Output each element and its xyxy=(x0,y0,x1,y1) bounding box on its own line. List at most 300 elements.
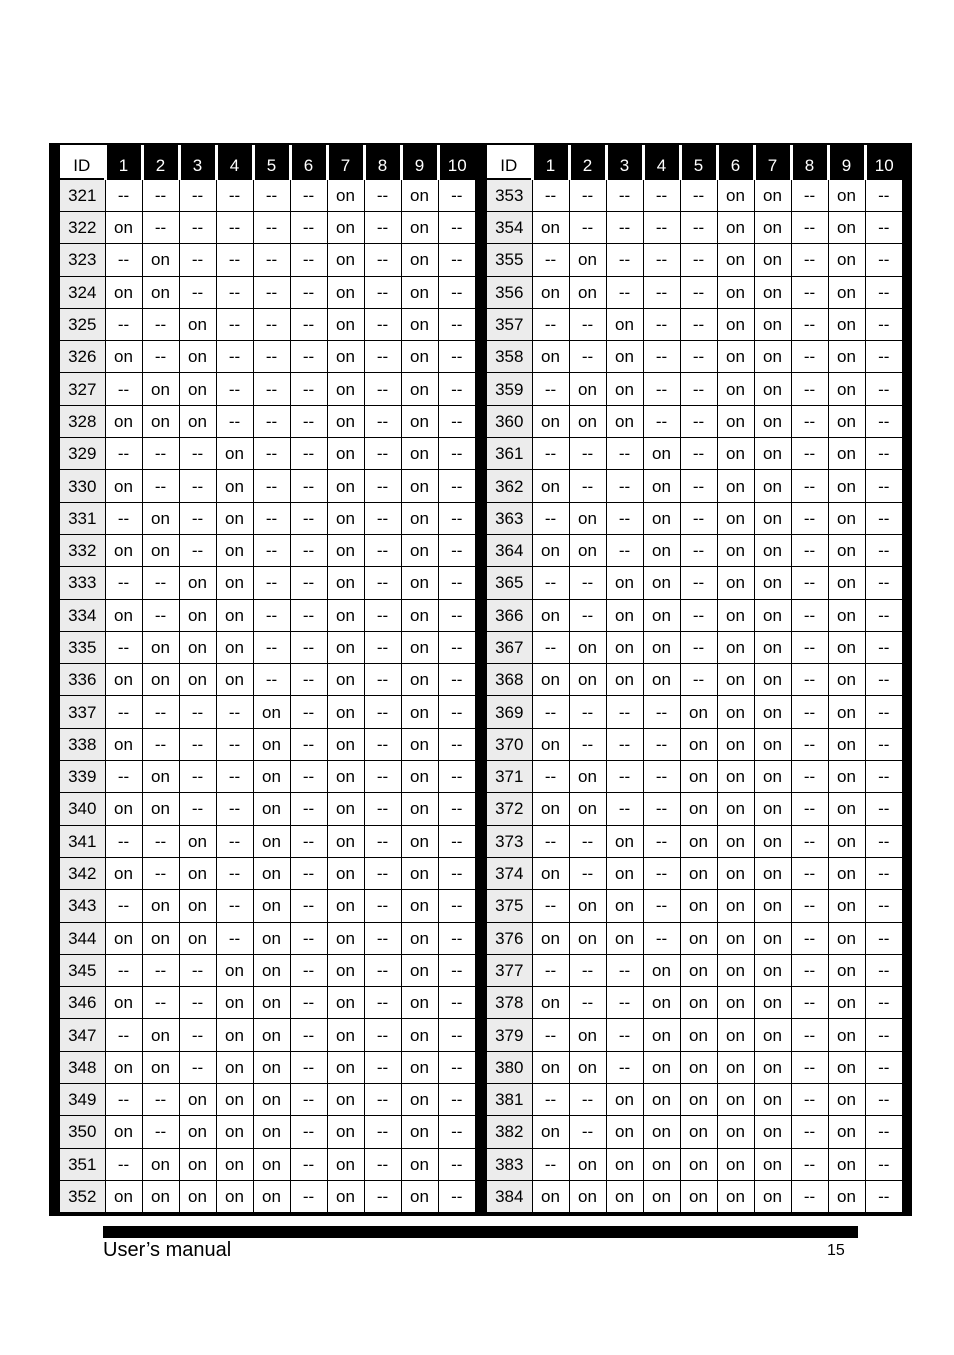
switch-state-cell: -- xyxy=(253,373,290,405)
switch-state-cell: -- xyxy=(865,1116,902,1148)
switch-state-cell: on xyxy=(327,308,364,340)
switch-state-cell: -- xyxy=(438,728,475,760)
switch-state-cell: -- xyxy=(179,793,216,825)
switch-state-cell: on xyxy=(253,857,290,889)
switch-state-cell: on xyxy=(216,534,253,566)
switch-state-cell: -- xyxy=(253,276,290,308)
header-row xyxy=(487,145,902,179)
switch-state-cell: on xyxy=(216,631,253,663)
id-cell: 364 xyxy=(487,534,532,566)
switch-state-cell: -- xyxy=(643,244,680,276)
switch-state-cell: -- xyxy=(606,470,643,502)
switch-state-cell: on xyxy=(717,405,754,437)
switch-state-cell: -- xyxy=(791,922,828,954)
switch-state-cell: -- xyxy=(142,1084,179,1116)
switch-state-cell: on xyxy=(253,793,290,825)
switch-state-cell: -- xyxy=(865,857,902,889)
switch-state-cell: -- xyxy=(216,761,253,793)
table-row xyxy=(487,761,902,793)
switch-state-cell: on xyxy=(606,341,643,373)
switch-state-cell: on xyxy=(253,696,290,728)
switch-state-cell: on xyxy=(532,987,569,1019)
switch-state-cell: -- xyxy=(290,244,327,276)
switch-state-cell: on xyxy=(643,631,680,663)
switch-state-cell: on xyxy=(606,631,643,663)
switch-state-cell: on xyxy=(216,438,253,470)
switch-state-cell: on xyxy=(327,179,364,212)
switch-state-cell: on xyxy=(569,890,606,922)
switch-state-cell: on xyxy=(569,502,606,534)
switch-state-cell: -- xyxy=(865,1051,902,1083)
switch-state-cell: -- xyxy=(179,761,216,793)
switch-state-cell: -- xyxy=(105,567,142,599)
switch-state-cell: -- xyxy=(364,567,401,599)
switch-state-cell: -- xyxy=(865,470,902,502)
switch-state-cell: on xyxy=(754,987,791,1019)
switch-state-cell: on xyxy=(680,696,717,728)
switch-state-cell: -- xyxy=(532,1148,569,1180)
switch-state-cell: on xyxy=(680,1148,717,1180)
table-row xyxy=(60,922,475,954)
switch-state-cell: on xyxy=(754,405,791,437)
switch-state-cell: on xyxy=(680,954,717,986)
switch-state-cell: -- xyxy=(569,987,606,1019)
switch-state-cell: -- xyxy=(791,308,828,340)
switch-state-cell: -- xyxy=(438,857,475,889)
switch-state-cell: -- xyxy=(364,212,401,244)
switch-state-cell: on xyxy=(532,664,569,696)
id-cell: 336 xyxy=(60,664,105,696)
switch-state-cell: -- xyxy=(865,761,902,793)
table-row xyxy=(60,793,475,825)
switch-state-cell: -- xyxy=(105,696,142,728)
switch-state-cell: on xyxy=(253,761,290,793)
switch-state-cell: -- xyxy=(105,308,142,340)
switch-state-cell: on xyxy=(401,1019,438,1051)
switch-state-cell: -- xyxy=(438,373,475,405)
switch-state-cell: on xyxy=(401,179,438,212)
switch-state-cell: on xyxy=(754,534,791,566)
switch-state-cell: on xyxy=(643,470,680,502)
switch-state-cell: on xyxy=(401,761,438,793)
table-row xyxy=(60,438,475,470)
switch-state-cell: -- xyxy=(606,534,643,566)
switch-state-cell: on xyxy=(569,373,606,405)
switch-state-cell: -- xyxy=(438,502,475,534)
switch-state-cell: -- xyxy=(569,308,606,340)
switch-state-cell: -- xyxy=(680,373,717,405)
id-cell: 378 xyxy=(487,987,532,1019)
switch-state-cell: -- xyxy=(290,890,327,922)
id-cell: 345 xyxy=(60,954,105,986)
switch-state-cell: -- xyxy=(791,599,828,631)
switch-state-cell: -- xyxy=(105,1019,142,1051)
switch-state-cell: -- xyxy=(105,244,142,276)
footer-bar xyxy=(103,1226,858,1238)
switch-state-cell: -- xyxy=(438,567,475,599)
switch-state-cell: on xyxy=(717,1051,754,1083)
switch-state-cell: -- xyxy=(791,761,828,793)
switch-state-cell: -- xyxy=(865,825,902,857)
switch-state-cell: -- xyxy=(142,1116,179,1148)
id-cell: 322 xyxy=(60,212,105,244)
id-cell: 333 xyxy=(60,567,105,599)
switch-state-cell: on xyxy=(327,922,364,954)
switch-state-cell: on xyxy=(401,438,438,470)
table-row xyxy=(60,373,475,405)
switch-state-cell: on xyxy=(401,825,438,857)
switch-state-cell: -- xyxy=(680,438,717,470)
table-row xyxy=(487,922,902,954)
switch-state-cell: on xyxy=(828,502,865,534)
switch-state-cell: on xyxy=(105,599,142,631)
switch-state-cell: -- xyxy=(105,373,142,405)
switch-state-cell: on xyxy=(828,438,865,470)
switch-state-cell: -- xyxy=(253,631,290,663)
id-cell: 355 xyxy=(487,244,532,276)
switch-state-cell: on xyxy=(569,631,606,663)
switch-state-cell: on xyxy=(327,534,364,566)
table-row xyxy=(487,179,902,212)
table-row xyxy=(60,825,475,857)
switch-state-cell: -- xyxy=(791,244,828,276)
switch-state-cell: on xyxy=(532,1116,569,1148)
switch-column-header: 6 xyxy=(717,145,754,179)
switch-state-cell: on xyxy=(216,954,253,986)
id-cell: 383 xyxy=(487,1148,532,1180)
switch-state-cell: -- xyxy=(532,567,569,599)
id-cell: 368 xyxy=(487,664,532,696)
switch-state-cell: on xyxy=(401,502,438,534)
switch-state-cell: on xyxy=(105,341,142,373)
table-row xyxy=(487,793,902,825)
table-row xyxy=(487,890,902,922)
table-row xyxy=(60,534,475,566)
switch-state-cell: -- xyxy=(865,179,902,212)
switch-state-cell: -- xyxy=(569,470,606,502)
footer-title: User’s manual xyxy=(103,1239,232,1261)
switch-state-cell: on xyxy=(717,470,754,502)
switch-state-cell: -- xyxy=(253,341,290,373)
table-row xyxy=(60,179,475,212)
dip-switch-table-right xyxy=(487,145,902,1213)
switch-state-cell: on xyxy=(179,341,216,373)
switch-state-cell: -- xyxy=(142,438,179,470)
switch-state-cell: -- xyxy=(364,1084,401,1116)
switch-column-header: 9 xyxy=(828,145,865,179)
switch-column-header: 1 xyxy=(532,145,569,179)
switch-state-cell: -- xyxy=(606,1051,643,1083)
switch-state-cell: on xyxy=(532,341,569,373)
switch-column-header: 10 xyxy=(438,145,475,179)
switch-state-cell: -- xyxy=(364,954,401,986)
id-cell: 329 xyxy=(60,438,105,470)
switch-state-cell: on xyxy=(828,793,865,825)
id-cell: 344 xyxy=(60,922,105,954)
switch-state-cell: on xyxy=(179,1180,216,1212)
switch-state-cell: on xyxy=(680,987,717,1019)
switch-state-cell: on xyxy=(216,1180,253,1212)
switch-state-cell: on xyxy=(253,728,290,760)
switch-state-cell: -- xyxy=(680,276,717,308)
switch-state-cell: on xyxy=(142,405,179,437)
switch-state-cell: -- xyxy=(643,405,680,437)
switch-state-cell: -- xyxy=(680,405,717,437)
switch-state-cell: -- xyxy=(643,728,680,760)
switch-state-cell: -- xyxy=(865,405,902,437)
switch-state-cell: on xyxy=(828,599,865,631)
id-cell: 332 xyxy=(60,534,105,566)
switch-state-cell: on xyxy=(401,599,438,631)
switch-state-cell: -- xyxy=(791,987,828,1019)
switch-state-cell: -- xyxy=(606,954,643,986)
switch-column-header: 7 xyxy=(754,145,791,179)
switch-state-cell: on xyxy=(643,567,680,599)
id-column-header: ID xyxy=(60,145,105,179)
switch-state-cell: -- xyxy=(253,534,290,566)
table-row xyxy=(487,1180,902,1212)
switch-state-cell: on xyxy=(754,793,791,825)
switch-state-cell: -- xyxy=(438,438,475,470)
switch-state-cell: -- xyxy=(680,664,717,696)
switch-state-cell: on xyxy=(327,664,364,696)
switch-state-cell: -- xyxy=(606,793,643,825)
switch-state-cell: on xyxy=(216,1051,253,1083)
switch-state-cell: on xyxy=(327,244,364,276)
switch-state-cell: -- xyxy=(865,438,902,470)
switch-state-cell: on xyxy=(179,857,216,889)
table-row xyxy=(60,470,475,502)
switch-state-cell: -- xyxy=(643,212,680,244)
switch-state-cell: -- xyxy=(364,922,401,954)
switch-state-cell: on xyxy=(142,502,179,534)
switch-state-cell: -- xyxy=(216,179,253,212)
switch-state-cell: -- xyxy=(438,987,475,1019)
table-row xyxy=(60,244,475,276)
switch-state-cell: -- xyxy=(216,244,253,276)
switch-state-cell: on xyxy=(401,405,438,437)
switch-state-cell: -- xyxy=(364,405,401,437)
switch-state-cell: -- xyxy=(680,244,717,276)
switch-state-cell: -- xyxy=(179,534,216,566)
switch-state-cell: -- xyxy=(253,664,290,696)
id-cell: 373 xyxy=(487,825,532,857)
switch-state-cell: -- xyxy=(438,179,475,212)
switch-state-cell: -- xyxy=(532,1019,569,1051)
switch-state-cell: -- xyxy=(606,696,643,728)
switch-state-cell: -- xyxy=(791,373,828,405)
switch-state-cell: -- xyxy=(569,212,606,244)
switch-state-cell: -- xyxy=(364,179,401,212)
switch-state-cell: -- xyxy=(253,438,290,470)
table-row xyxy=(487,308,902,340)
switch-state-cell: -- xyxy=(179,954,216,986)
switch-state-cell: -- xyxy=(364,534,401,566)
switch-state-cell: on xyxy=(569,922,606,954)
switch-state-cell: -- xyxy=(290,987,327,1019)
switch-state-cell: -- xyxy=(865,1148,902,1180)
switch-state-cell: -- xyxy=(438,1084,475,1116)
switch-state-cell: on xyxy=(606,1116,643,1148)
switch-state-cell: -- xyxy=(643,179,680,212)
switch-state-cell: -- xyxy=(569,179,606,212)
switch-state-cell: on xyxy=(105,534,142,566)
switch-state-cell: -- xyxy=(179,276,216,308)
switch-state-cell: -- xyxy=(865,212,902,244)
switch-state-cell: -- xyxy=(216,922,253,954)
switch-state-cell: on xyxy=(327,696,364,728)
switch-state-cell: on xyxy=(717,890,754,922)
table-row xyxy=(487,954,902,986)
switch-state-cell: -- xyxy=(364,631,401,663)
switch-state-cell: on xyxy=(606,857,643,889)
switch-state-cell: on xyxy=(828,761,865,793)
switch-state-cell: on xyxy=(754,1051,791,1083)
switch-state-cell: -- xyxy=(364,728,401,760)
id-cell: 377 xyxy=(487,954,532,986)
switch-state-cell: -- xyxy=(290,341,327,373)
id-cell: 372 xyxy=(487,793,532,825)
switch-state-cell: on xyxy=(532,922,569,954)
id-cell: 330 xyxy=(60,470,105,502)
switch-state-cell: on xyxy=(754,470,791,502)
switch-state-cell: -- xyxy=(438,825,475,857)
switch-state-cell: -- xyxy=(865,244,902,276)
switch-state-cell: -- xyxy=(290,179,327,212)
switch-state-cell: -- xyxy=(532,954,569,986)
table-row xyxy=(487,244,902,276)
switch-state-cell: on xyxy=(606,567,643,599)
switch-state-cell: on xyxy=(253,987,290,1019)
switch-state-cell: on xyxy=(717,1180,754,1212)
id-cell: 350 xyxy=(60,1116,105,1148)
switch-state-cell: on xyxy=(105,793,142,825)
switch-state-cell: on xyxy=(327,890,364,922)
switch-state-cell: -- xyxy=(290,276,327,308)
switch-state-cell: on xyxy=(828,857,865,889)
switch-state-cell: on xyxy=(105,470,142,502)
switch-state-cell: on xyxy=(717,761,754,793)
switch-state-cell: on xyxy=(105,1051,142,1083)
switch-state-cell: -- xyxy=(364,987,401,1019)
switch-state-cell: on xyxy=(643,1148,680,1180)
switch-state-cell: on xyxy=(179,922,216,954)
switch-state-cell: on xyxy=(142,922,179,954)
switch-state-cell: -- xyxy=(606,438,643,470)
switch-state-cell: on xyxy=(327,341,364,373)
switch-state-cell: -- xyxy=(791,405,828,437)
switch-state-cell: -- xyxy=(290,954,327,986)
switch-state-cell: on xyxy=(253,1051,290,1083)
table-row xyxy=(487,276,902,308)
table-row xyxy=(60,502,475,534)
switch-state-cell: on xyxy=(327,502,364,534)
switch-state-cell: -- xyxy=(142,341,179,373)
switch-column-header: 10 xyxy=(865,145,902,179)
switch-state-cell: -- xyxy=(216,728,253,760)
switch-state-cell: -- xyxy=(105,502,142,534)
table-row xyxy=(60,212,475,244)
switch-state-cell: -- xyxy=(290,922,327,954)
switch-state-cell: on xyxy=(216,599,253,631)
switch-state-cell: on xyxy=(327,405,364,437)
switch-state-cell: on xyxy=(717,599,754,631)
switch-state-cell: on xyxy=(717,567,754,599)
id-cell: 365 xyxy=(487,567,532,599)
switch-state-cell: -- xyxy=(643,825,680,857)
switch-state-cell: -- xyxy=(179,212,216,244)
table-row xyxy=(487,534,902,566)
switch-state-cell: -- xyxy=(142,567,179,599)
switch-state-cell: on xyxy=(327,857,364,889)
switch-state-cell: on xyxy=(401,1180,438,1212)
switch-state-cell: -- xyxy=(569,857,606,889)
id-cell: 359 xyxy=(487,373,532,405)
switch-state-cell: -- xyxy=(290,793,327,825)
switch-state-cell: -- xyxy=(865,567,902,599)
switch-state-cell: on xyxy=(828,922,865,954)
table-row xyxy=(487,1084,902,1116)
switch-state-cell: -- xyxy=(290,567,327,599)
switch-state-cell: on xyxy=(532,405,569,437)
switch-column-header: 1 xyxy=(105,145,142,179)
switch-state-cell: -- xyxy=(791,341,828,373)
switch-state-cell: -- xyxy=(791,534,828,566)
switch-state-cell: on xyxy=(717,179,754,212)
switch-state-cell: on xyxy=(401,534,438,566)
switch-state-cell: -- xyxy=(253,405,290,437)
switch-state-cell: on xyxy=(401,373,438,405)
switch-state-cell: -- xyxy=(532,1084,569,1116)
switch-state-cell: on xyxy=(532,599,569,631)
switch-state-cell: on xyxy=(179,1084,216,1116)
switch-state-cell: on xyxy=(754,1116,791,1148)
switch-state-cell: -- xyxy=(105,1084,142,1116)
switch-state-cell: -- xyxy=(643,922,680,954)
switch-state-cell: -- xyxy=(216,276,253,308)
switch-state-cell: -- xyxy=(865,534,902,566)
id-cell: 363 xyxy=(487,502,532,534)
switch-state-cell: on xyxy=(717,1148,754,1180)
switch-state-cell: on xyxy=(828,276,865,308)
switch-state-cell: on xyxy=(142,793,179,825)
switch-state-cell: on xyxy=(754,1148,791,1180)
switch-state-cell: on xyxy=(569,793,606,825)
switch-state-cell: on xyxy=(401,1051,438,1083)
id-cell: 326 xyxy=(60,341,105,373)
switch-state-cell: -- xyxy=(364,308,401,340)
switch-state-cell: -- xyxy=(532,761,569,793)
switch-state-cell: on xyxy=(643,438,680,470)
switch-state-cell: on xyxy=(105,405,142,437)
table-row xyxy=(60,1116,475,1148)
id-cell: 340 xyxy=(60,793,105,825)
switch-state-cell: -- xyxy=(290,664,327,696)
switch-state-cell: on xyxy=(754,954,791,986)
switch-state-cell: on xyxy=(606,890,643,922)
switch-state-cell: on xyxy=(643,1019,680,1051)
switch-state-cell: on xyxy=(717,1116,754,1148)
switch-state-cell: -- xyxy=(105,1148,142,1180)
switch-state-cell: on xyxy=(327,212,364,244)
switch-state-cell: on xyxy=(401,341,438,373)
switch-state-cell: -- xyxy=(364,825,401,857)
switch-state-cell: -- xyxy=(680,502,717,534)
switch-state-cell: on xyxy=(680,1019,717,1051)
switch-state-cell: -- xyxy=(680,341,717,373)
table-row xyxy=(487,1148,902,1180)
switch-state-cell: -- xyxy=(253,502,290,534)
